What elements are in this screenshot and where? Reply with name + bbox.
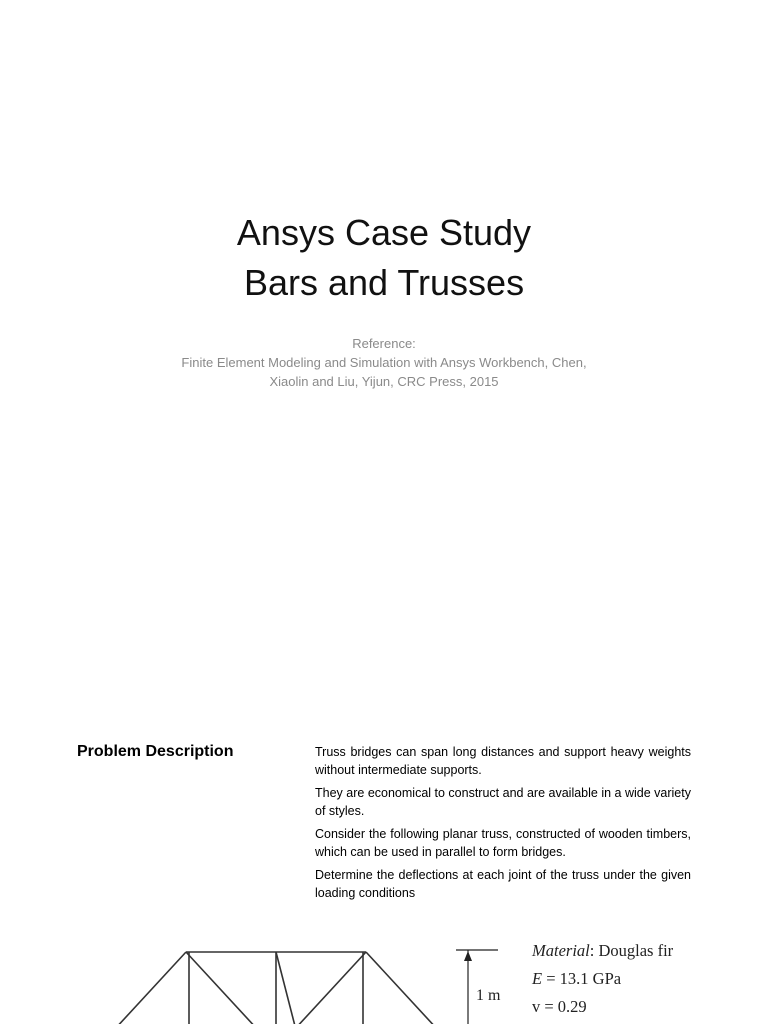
dimension-arrow-icon: [464, 951, 472, 961]
reference-label: Reference:: [352, 336, 416, 351]
modulus-symbol: E: [532, 969, 543, 988]
reference-block: [140, 334, 628, 391]
poisson-row: v = 0.29: [532, 997, 587, 1016]
description-paragraph-2: They are economical to construct and are available in a wide variety of styles.: [315, 786, 691, 818]
material-properties: [532, 937, 673, 1021]
problem-description: [315, 743, 691, 907]
problem-heading: Problem Description: [77, 743, 234, 760]
material-row: [532, 937, 673, 965]
height-dimension-label: 1 m: [476, 987, 501, 1004]
left-diagonal: [186, 952, 258, 1024]
title-line-2: Bars and Trusses: [243, 262, 525, 303]
material-label: Material: [532, 941, 590, 960]
description-paragraph-4: Determine the deflections at each joint of the truss under the given loading conditions: [315, 868, 691, 900]
modulus-value: = 13.1 GPa: [542, 969, 622, 988]
reference-line-1: Finite Element Modeling and Simulation with Ansys Workbench, Chen,: [181, 355, 587, 370]
material-value: : Douglas fir: [589, 941, 674, 960]
center-diagonal: [276, 952, 296, 1024]
slide-title: [0, 208, 768, 308]
modulus-row: [532, 965, 673, 993]
right-diagonal: [294, 952, 366, 1024]
left-end-post: [114, 952, 186, 1024]
description-paragraph-3: Consider the following planar truss, constructed of wooden timbers, which can be used in parallel to form bridges.: [315, 827, 691, 859]
description-paragraph-1: Truss bridges can span long distances and support heavy weights without intermediate supports.: [315, 745, 691, 777]
right-end-post: [366, 952, 438, 1024]
reference-line-2: Xiaolin and Liu, Yijun, CRC Press, 2015: [269, 374, 499, 389]
problem-slide: [0, 715, 768, 1024]
title-line-1: Ansys Case Study: [236, 212, 532, 253]
